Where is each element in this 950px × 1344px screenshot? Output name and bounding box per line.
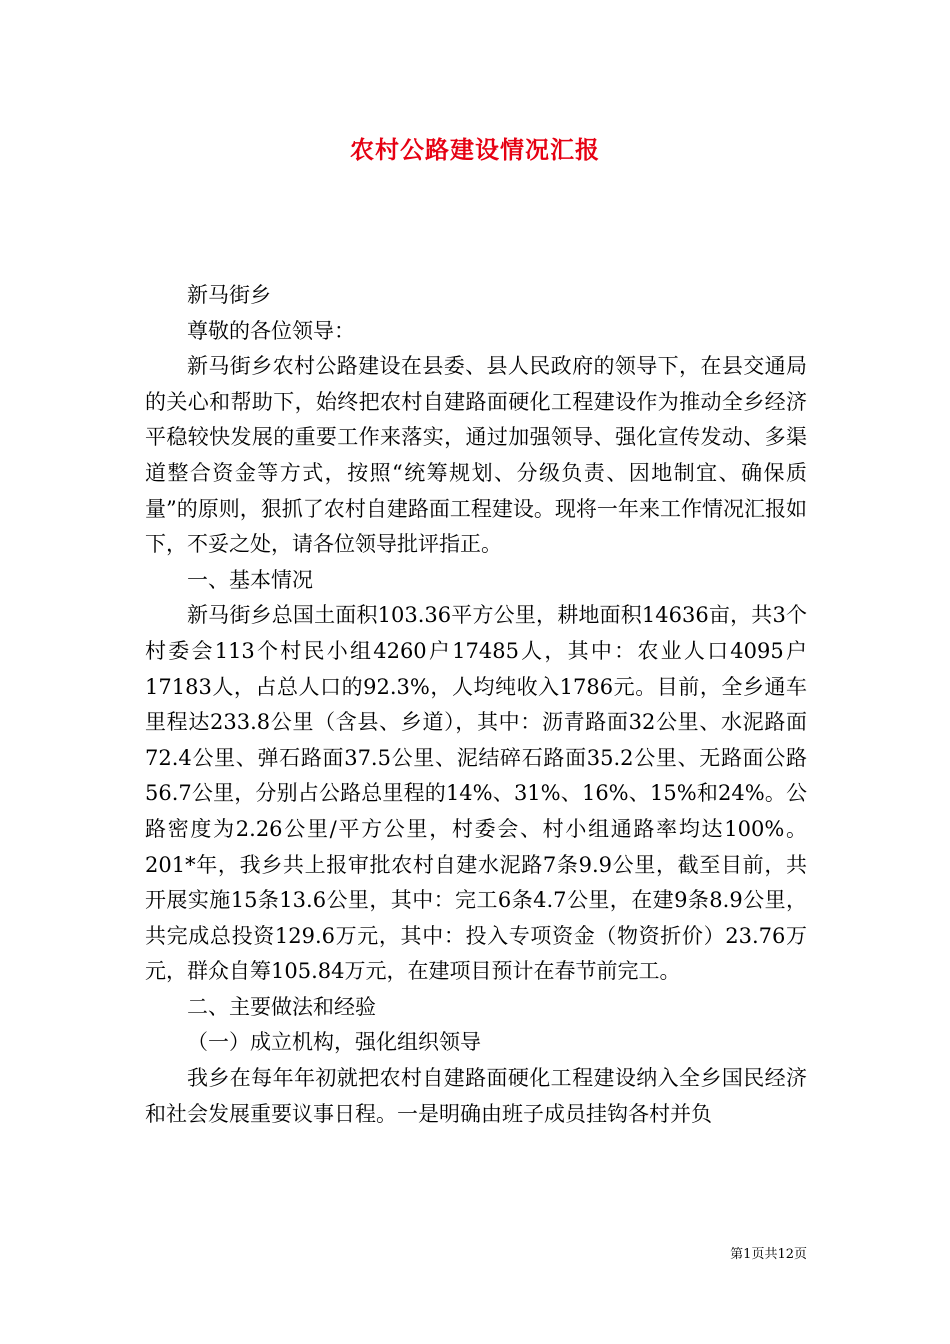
paragraph-organization: 我乡在每年年初就把农村自建路面硬化工程建设纳入全乡国民经济和社会发展重要议事日程。一是明确由班子成员挂钩各村并负 <box>145 1066 807 1126</box>
paragraph-org-name: 新马街乡 <box>187 283 271 307</box>
paragraph-intro: 新马街乡农村公路建设在县委、县人民政府的领导下，在县交通局的关心和帮助下，始终把农村自建路面硬化工程建设作为推动全乡经济平稳较快发展的重要工作来落实，通过加强领导、强化宣传发动、多渠道整合资金等方式，按照“统筹规划、分级负责、因地制宜、确保质量”的原则，狠抓了农村自建路面工程建设。现将一年来工作情况汇报如下，不妥之处，请各位领导批评指正。 <box>145 354 807 557</box>
document-title: 农村公路建设情况汇报 <box>350 135 600 164</box>
section-heading-basic-situation: 一、基本情况 <box>187 567 313 592</box>
paragraph-salutation: 尊敬的各位领导： <box>187 318 355 343</box>
page-number: 第1页共12页 <box>730 1247 807 1262</box>
paragraph-basic-situation: 新马街乡总国土面积103.36平方公里，耕地面积14636亩，共3个村委会113个村民小组4260户17485人，其中：农业人口4095户17183人，占总人口的92.3%，人均纯收入1786元。目前，全乡通车里程达233.8公里（含县、乡道），其中：沥青路面32公里、水泥路面72.4公里、弹石路面37.5公里、泥结碎石路面35.2公里、无路面公路56.7公里，分别占公路总里程的14%、31%、16%、15%和24%。公路密度为2.26公里/平方公里，村委会、村小组通路率均达100%。201*年，我乡共上报审批农村自建水泥路7条9.9公里，截至目前，共开展实施15条13.6公里，其中：完工6条4.7公里，在建9条8.9公里，共完成总投资129.6万元，其中：投入专项资金（物资折价）23.76万元，群众自筹105.84万元，在建项目预计在春节前完工。 <box>145 603 807 984</box>
section-heading-practices: 二、主要做法和经验 <box>187 994 376 1019</box>
document-body <box>145 278 807 1132</box>
subsection-heading-organization: （一）成立机构，强化组织领导 <box>187 1030 481 1055</box>
